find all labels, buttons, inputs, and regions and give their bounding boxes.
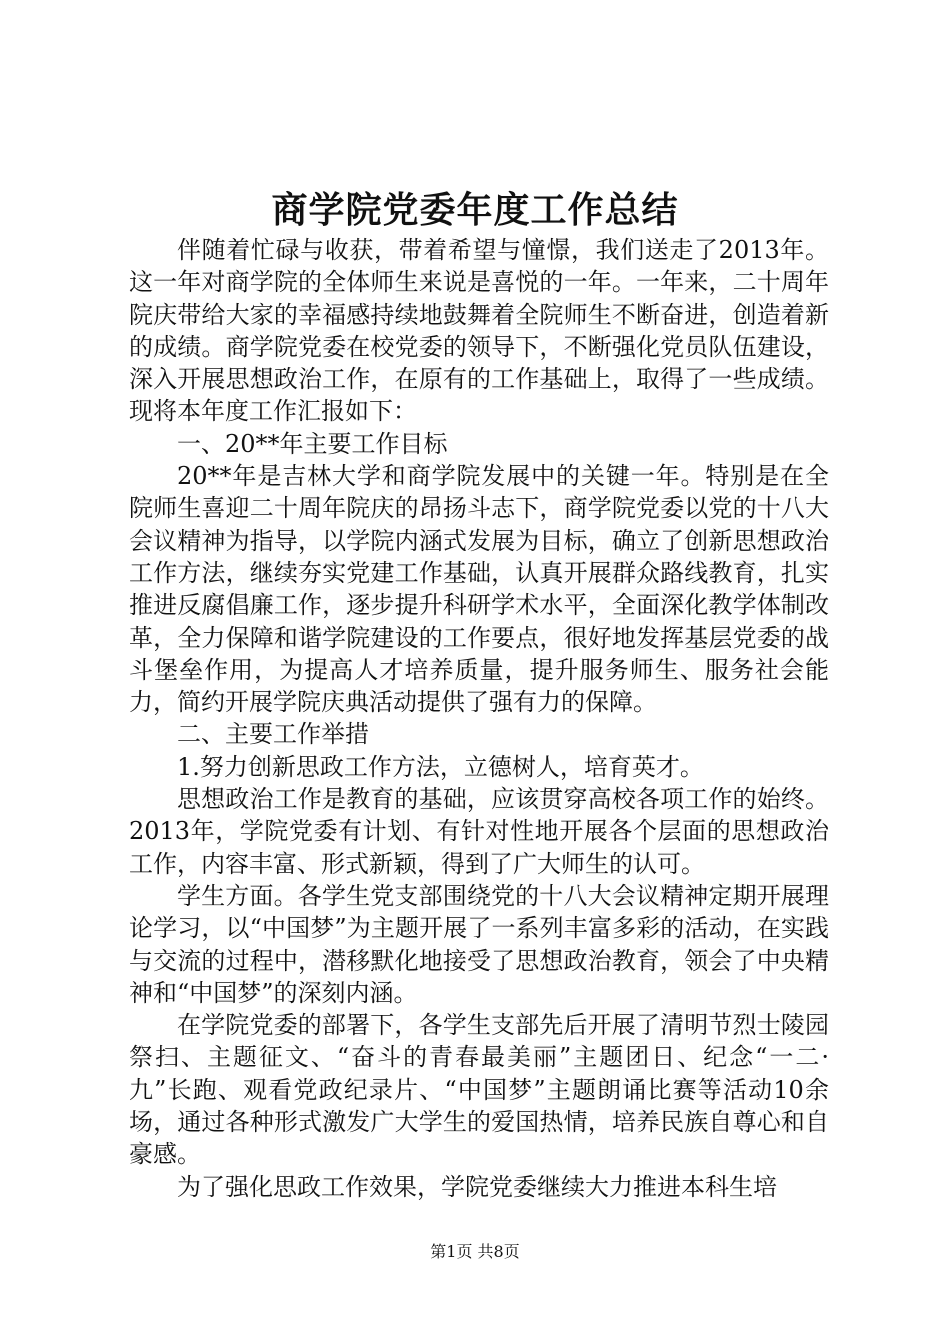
paragraph-ideology: 思想政治工作是教育的基础，应该贯穿高校各项工作的始终。2013年，学院党委有计划、有针对性地开展各个层面的思想政治工作，内容丰富、形式新颖，得到了广大师生的认可。 xyxy=(129,785,829,878)
document-body xyxy=(129,234,829,1203)
paragraph-goals: 20**年是吉林大学和商学院发展中的关键一年。特别是在全院师生喜迎二十周年院庆的昂扬斗志下，商学院党委以党的十八大会议精神为指导，以学院内涵式发展为目标，确立了创新思想政治工作方法，继续夯实党建工作基础，认真开展群众路线教育，扎实推进反腐倡廉工作，逐步提升科研学术水平，全面深化教学体制改革，全力保障和谐学院建设的工作要点，很好地发挥基层党委的战斗堡垒作用，为提高人才培养质量，提升服务师生、服务社会能力，简约开展学院庆典活动提供了强有力的保障。 xyxy=(129,462,829,717)
paragraph-activities: 在学院党委的部署下，各学生支部先后开展了清明节烈士陵园祭扫、主题征文、“奋斗的青春最美丽”主题团日、纪念“一二·九”长跑、观看党政纪录片、“中国梦”主题朗诵比赛等活动10余场，通过各种形式激发广大学生的爱国热情，培养民族自尊心和自豪感。 xyxy=(129,1011,829,1169)
document-title: 商学院党委年度工作总结 xyxy=(271,189,679,231)
section-heading-measures: 二、主要工作举措 xyxy=(177,720,369,749)
paragraph-intro: 伴随着忙碌与收获，带着希望与憧憬，我们送走了2013年。这一年对商学院的全体师生来说是喜悦的一年。一年来，二十周年院庆带给大家的幸福感持续地鼓舞着全院师生不断奋进，创造着新的成绩。商学院党委在校党委的领导下，不断强化党员队伍建设，深入开展思想政治工作，在原有的工作基础上，取得了一些成绩。现将本年度工作汇报如下： xyxy=(129,236,829,426)
paragraph-students: 学生方面。各学生党支部围绕党的十八大会议精神定期开展理论学习，以“中国梦”为主题开展了一系列丰富多彩的活动，在实践与交流的过程中，潜移默化地接受了思想政治教育，领会了中央精神和“中国梦”的深刻内涵。 xyxy=(129,881,829,1007)
subsection-heading-1: 1.努力创新思政工作方法，立德树人，培育英才。 xyxy=(177,752,704,781)
page-footer: 第1页 共8页 xyxy=(430,1242,520,1261)
paragraph-continued: 为了强化思政工作效果，学院党委继续大力推进本科生培 xyxy=(177,1172,777,1201)
section-heading-goals: 一、20**年主要工作目标 xyxy=(177,429,448,458)
